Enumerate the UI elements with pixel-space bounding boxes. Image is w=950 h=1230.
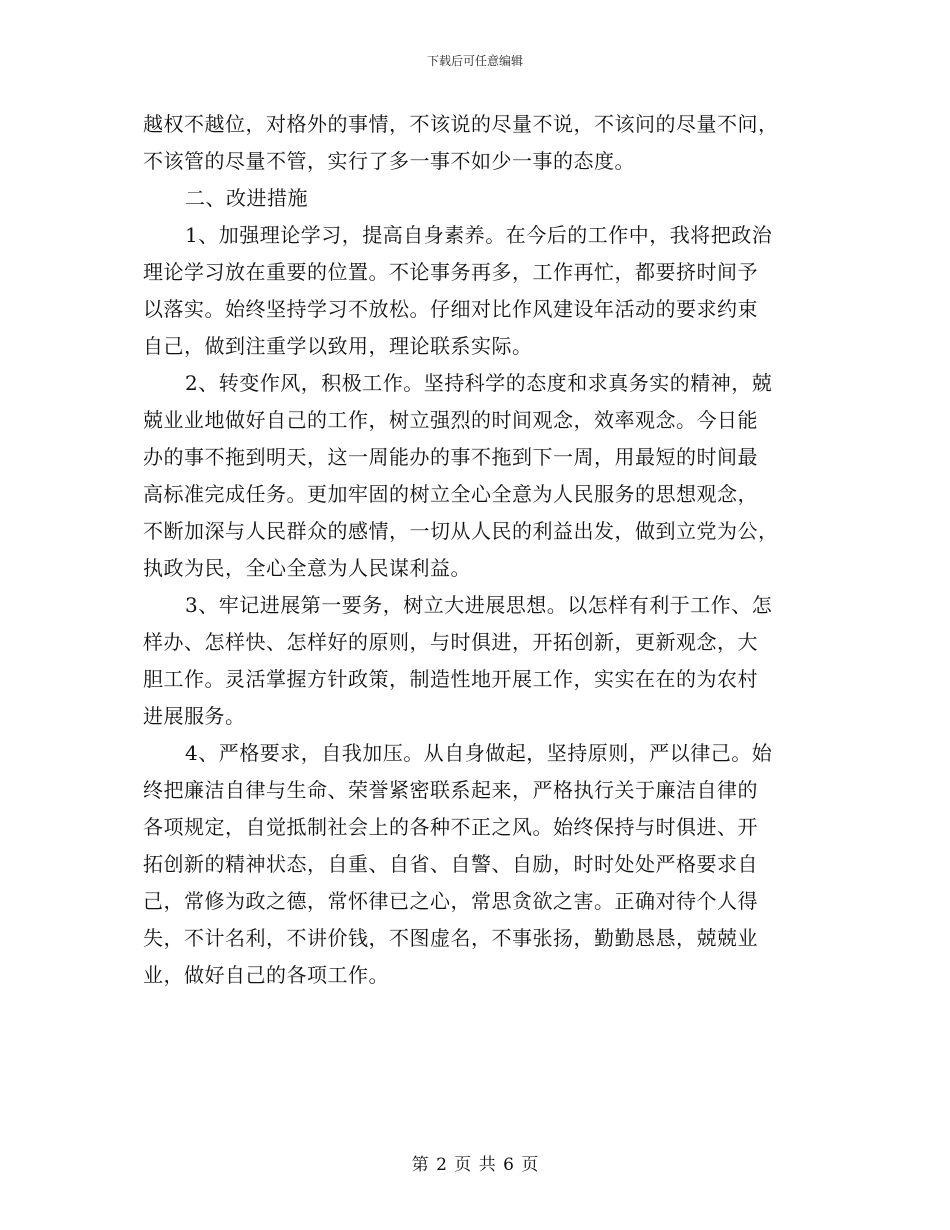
text-line: 以落实。始终坚持学习不放松。仔细对比作风建设年活动的要求约束 [143, 297, 758, 321]
document-body [143, 106, 809, 994]
text-line: 2、转变作风，积极工作。坚持科学的态度和求真务实的精神，兢 [185, 371, 773, 395]
text-line: 二、改进措施 [185, 186, 308, 210]
text-line: 理论学习放在重要的位置。不论事务再多，工作再忙，都要挤时间予 [143, 260, 758, 284]
text-line: 办的事不拖到明天，这一周能办的事不拖到下一周，用最短的时间最 [143, 445, 758, 469]
text-line: 失，不计名利，不讲价钱，不图虚名，不事张扬，勤勤恳恳，兢兢业 [143, 926, 758, 950]
text-line: 兢业业地做好自己的工作，树立强烈的时间观念，效率观念。今日能 [143, 408, 758, 432]
text-line: 自己，做到注重学以致用，理论联系实际。 [143, 334, 533, 358]
text-line: 执政为民，全心全意为人民谋利益。 [143, 556, 471, 580]
text-line: 进展服务。 [143, 704, 246, 728]
text-line: 1、加强理论学习，提高自身素养。在今后的工作中，我将把政治 [185, 223, 773, 247]
text-line: 胆工作。灵活掌握方针政策，制造性地开展工作，实实在在的为农村 [143, 667, 758, 691]
text-line: 各项规定，自觉抵制社会上的各种不正之风。始终保持与时俱进、开 [143, 815, 758, 839]
text-line: 4、严格要求，自我加压。从自身做起，坚持原则，严以律己。始 [185, 741, 773, 765]
text-line: 业，做好自己的各项工作。 [143, 963, 389, 987]
page-number: 第 2 页 共 6 页 [411, 1155, 539, 1175]
text-line: 不该管的尽量不管，实行了多一事不如少一事的态度。 [143, 149, 635, 173]
text-line: 拓创新的精神状态，自重、自省、自警、自励，时时处处严格要求自 [143, 852, 758, 876]
text-line: 高标准完成任务。更加牢固的树立全心全意为人民服务的思想观念， [143, 482, 758, 506]
text-line: 己，常修为政之德，常怀律已之心，常思贪欲之害。正确对待个人得 [143, 889, 758, 913]
header-note: 下载后可任意编辑 [426, 54, 523, 68]
text-line: 不断加深与人民群众的感情，一切从人民的利益出发，做到立党为公， [143, 519, 779, 543]
text-line: 样办、怎样快、怎样好的原则，与时俱进，开拓创新，更新观念，大 [143, 630, 758, 654]
text-line: 终把廉洁自律与生命、荣誉紧密联系起来，严格执行关于廉洁自律的 [143, 778, 758, 802]
text-line: 越权不越位，对格外的事情，不该说的尽量不说，不该问的尽量不问， [143, 112, 779, 136]
text-line: 3、牢记进展第一要务，树立大进展思想。以怎样有利于工作、怎 [185, 593, 773, 617]
